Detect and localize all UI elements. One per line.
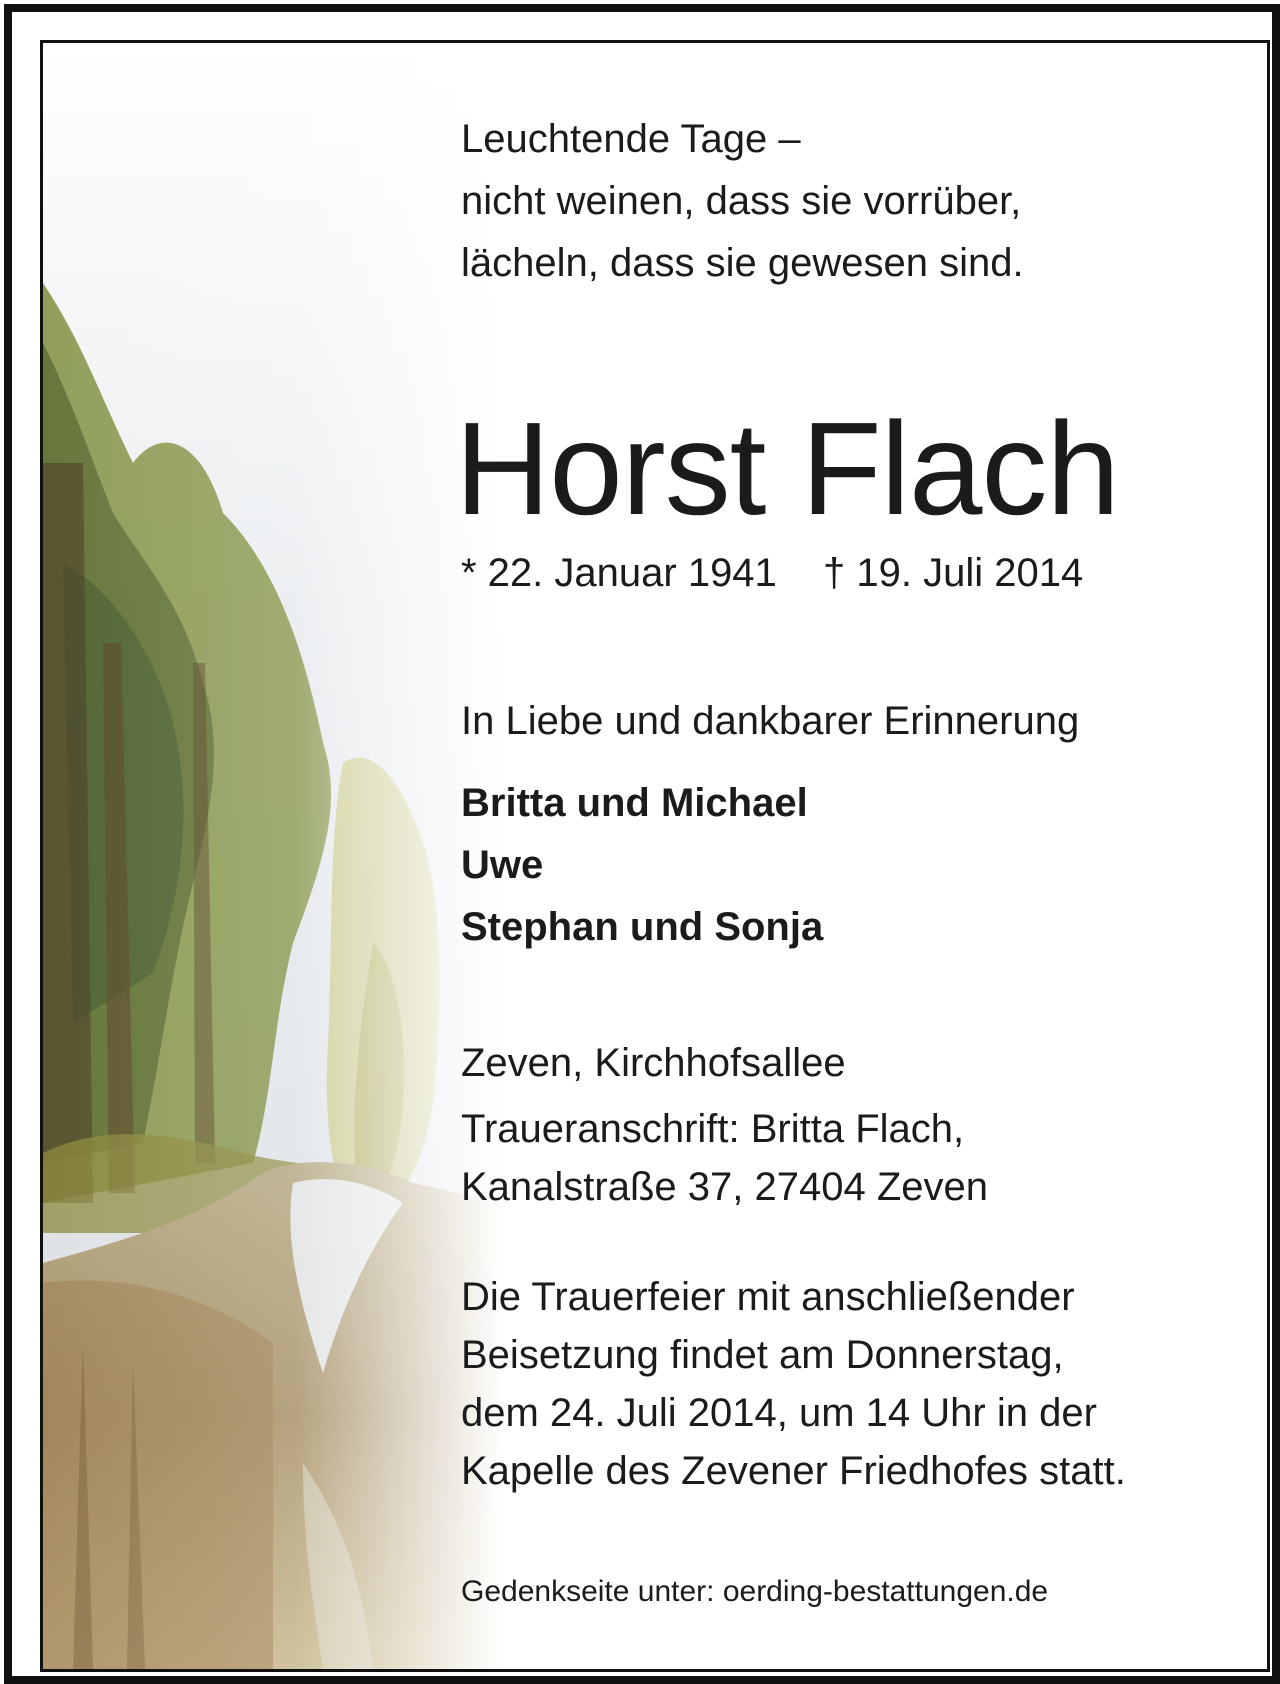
quote-line-1: Leuchtende Tage – <box>461 117 801 161</box>
birth-date: * 22. Januar 1941 <box>461 551 777 595</box>
family-line-2: Uwe <box>461 843 544 887</box>
death-date: † 19. Juli 2014 <box>823 551 1084 595</box>
ceremony-line-1: Die Trauerfeier mit anschließender <box>461 1275 1075 1319</box>
quote-line-3: lächeln, dass sie gewesen sind. <box>461 241 1024 285</box>
memorial-page-link[interactable]: Gedenkseite unter: oerding-bestattungen.de <box>461 1575 1049 1608</box>
landscape-painting <box>43 43 503 1669</box>
place-line: Zeven, Kirchhofsallee <box>461 1041 846 1085</box>
address-line-2: Kanalstraße 37, 27404 Zeven <box>461 1165 989 1209</box>
quote-line-2: nicht weinen, dass sie vorrüber, <box>461 179 1022 223</box>
notice-frame-outer <box>4 4 1280 1684</box>
address-line-1: Traueranschrift: Britta Flach, <box>461 1107 965 1151</box>
ceremony-line-3: dem 24. Juli 2014, um 14 Uhr in der <box>461 1391 1097 1435</box>
family-line-3: Stephan und Sonja <box>461 905 824 949</box>
memory-line: In Liebe und dankbarer Erinnerung <box>461 699 1080 743</box>
ceremony-line-4: Kapelle des Zevener Friedhofes statt. <box>461 1449 1126 1493</box>
ceremony-line-2: Beisetzung findet am Donnerstag, <box>461 1333 1064 1377</box>
family-line-1: Britta und Michael <box>461 781 808 825</box>
deceased-name: Horst Flach <box>455 395 1119 542</box>
notice-frame-inner <box>40 40 1270 1672</box>
